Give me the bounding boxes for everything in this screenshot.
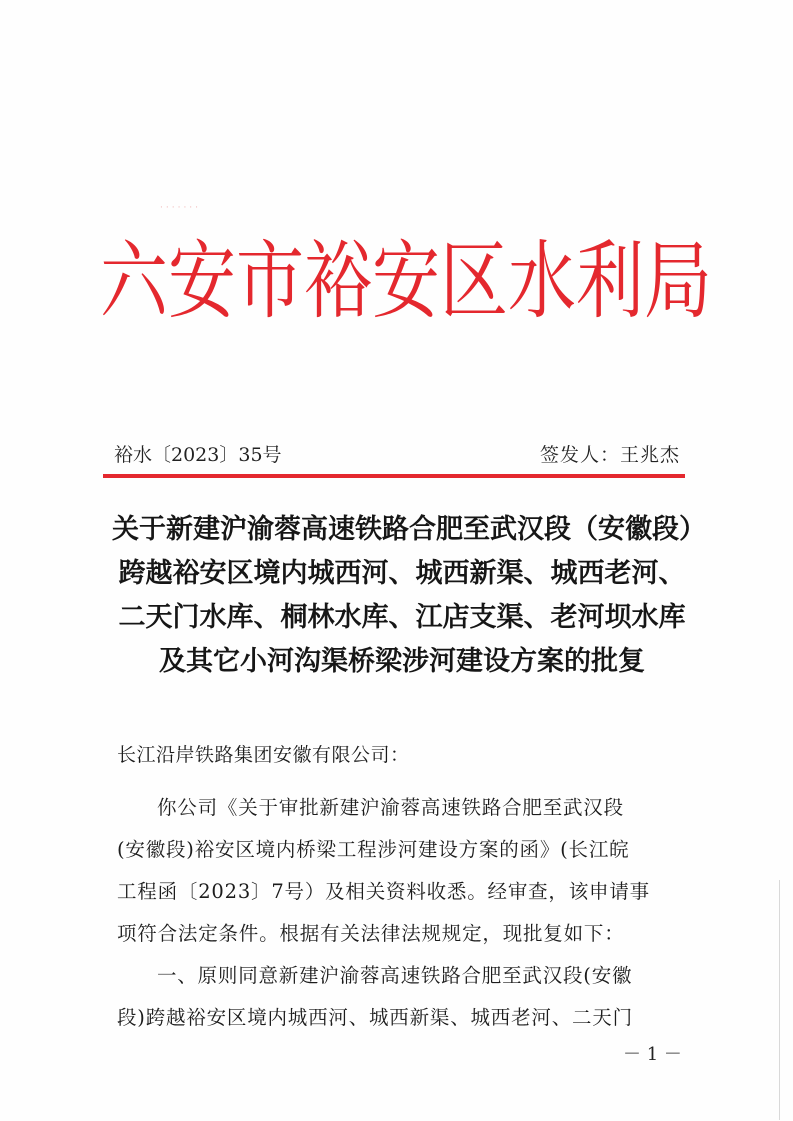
subject-line: 及其它小河沟渠桥梁涉河建设方案的批复 <box>159 646 645 677</box>
recipient-line: 长江沿岸铁路集团安徽有限公司： <box>117 744 410 766</box>
faint-stamp-mark: ······· <box>160 203 202 213</box>
subject-line: 二天门水库、桐林水库、江店支渠、老河坝水库 <box>118 602 686 633</box>
body-line: 你公司《关于审批新建沪渝蓉高速铁路合肥至武汉段 <box>157 796 624 819</box>
body-line: 段)跨越裕安区境内城西河、城西新渠、城西老河、二天门 <box>117 1006 633 1029</box>
document-body <box>117 787 697 1039</box>
body-line: 一、原则同意新建沪渝蓉高速铁路合肥至武汉段(安徽 <box>157 964 633 987</box>
body-line: 工程函〔2023〕7号）及相关资料收悉。经审查，该申请事 <box>117 880 650 903</box>
body-line: (安徽段)裕安区境内桥梁工程涉河建设方案的函》(长江皖 <box>117 838 630 861</box>
signer: 签发人：王兆杰 <box>539 444 680 466</box>
red-divider-line <box>103 474 685 478</box>
page-number: － 1 － <box>623 1044 682 1065</box>
agency-header-title: 六安市裕安区水利局 <box>100 233 713 332</box>
scan-edge-line <box>779 880 780 1120</box>
document-meta-row <box>114 440 684 470</box>
subject-line: 跨越裕安区境内城西河、城西新渠、城西老河、 <box>118 558 686 589</box>
document-number: 裕水〔2023〕35号 <box>114 444 282 466</box>
subject-line: 关于新建沪渝蓉高速铁路合肥至武汉段（安徽段） <box>112 514 706 545</box>
document-subject-title <box>112 508 706 684</box>
body-line: 项符合法定条件。根据有关法律法规规定，现批复如下： <box>117 922 625 945</box>
